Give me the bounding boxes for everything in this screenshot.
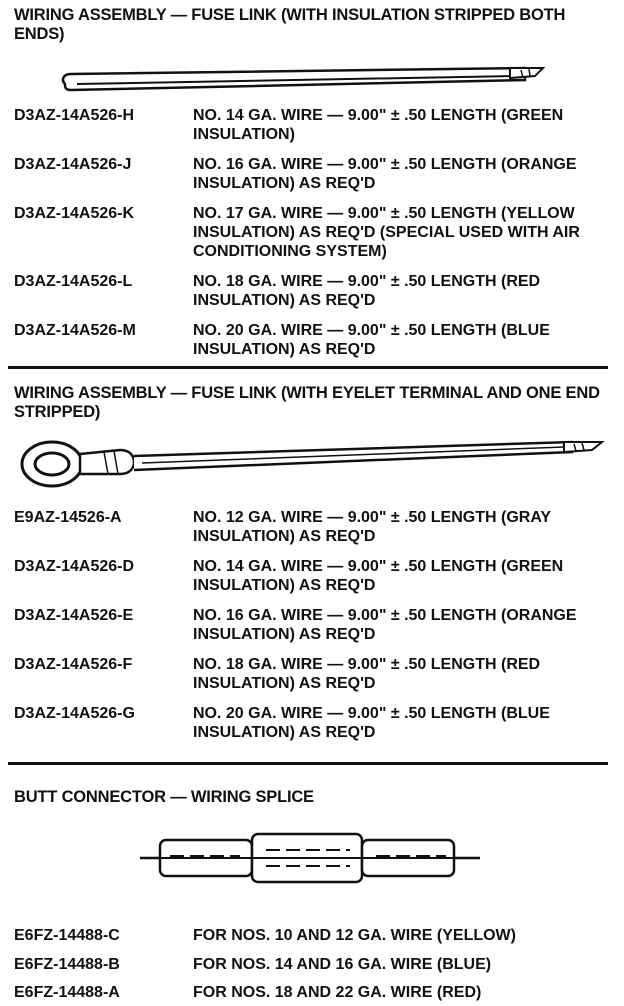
- part-description: FOR NOS. 18 AND 22 GA. WIRE (RED): [193, 984, 482, 1001]
- part-number: E6FZ-14488-A: [14, 984, 120, 1001]
- part-description: NO. 20 GA. WIRE — 9.00" ± .50 LENGTH (BLUE INSULATION) AS REQ'D: [193, 705, 550, 741]
- part-description: FOR NOS. 14 AND 16 GA. WIRE (BLUE): [193, 956, 492, 973]
- section-divider: [8, 762, 608, 765]
- butt-connector-illustration: [140, 826, 480, 890]
- wire-eyelet-terminal-illustration: [12, 430, 612, 494]
- section-title: WIRING ASSEMBLY — FUSE LINK (WITH EYELET TERMINAL AND ONE END STRIPPED): [14, 384, 600, 421]
- part-description: NO. 16 GA. WIRE — 9.00" ± .50 LENGTH (ORANGE INSULATION) AS REQ'D: [193, 156, 577, 192]
- part-number: D3AZ-14A526-F: [14, 656, 133, 673]
- part-number: D3AZ-14A526-K: [14, 205, 135, 222]
- part-description: NO. 17 GA. WIRE — 9.00" ± .50 LENGTH (YELLOW INSULATION) AS REQ'D (SPECIAL USED WITH AIR CONDITIONING SYSTEM): [193, 205, 580, 260]
- part-description: NO. 16 GA. WIRE — 9.00" ± .50 LENGTH (ORANGE INSULATION) AS REQ'D: [193, 607, 577, 643]
- part-description: NO. 12 GA. WIRE — 9.00" ± .50 LENGTH (GRAY INSULATION) AS REQ'D: [193, 509, 551, 545]
- part-description: NO. 18 GA. WIRE — 9.00" ± .50 LENGTH (RED INSULATION) AS REQ'D: [193, 656, 541, 692]
- section-title: BUTT CONNECTOR — WIRING SPLICE: [14, 788, 314, 806]
- part-number: D3AZ-14A526-H: [14, 107, 135, 124]
- part-description: NO. 18 GA. WIRE — 9.00" ± .50 LENGTH (RED INSULATION) AS REQ'D: [193, 273, 541, 309]
- part-number: D3AZ-14A526-E: [14, 607, 134, 624]
- part-number: D3AZ-14A526-M: [14, 322, 136, 339]
- part-description: NO. 14 GA. WIRE — 9.00" ± .50 LENGTH (GREEN INSULATION) AS REQ'D: [193, 558, 564, 594]
- part-number: D3AZ-14A526-L: [14, 273, 133, 290]
- part-number: E6FZ-14488-B: [14, 956, 120, 973]
- wire-stripped-both-ends-illustration: [55, 62, 555, 98]
- section-divider: [8, 366, 608, 369]
- part-description: NO. 14 GA. WIRE — 9.00" ± .50 LENGTH (GREEN INSULATION): [193, 107, 564, 143]
- part-description: FOR NOS. 10 AND 12 GA. WIRE (YELLOW): [193, 927, 516, 944]
- part-number: E6FZ-14488-C: [14, 927, 120, 944]
- part-number: D3AZ-14A526-D: [14, 558, 135, 575]
- part-number: D3AZ-14A526-G: [14, 705, 135, 722]
- part-description: NO. 20 GA. WIRE — 9.00" ± .50 LENGTH (BLUE INSULATION) AS REQ'D: [193, 322, 550, 358]
- section-title: WIRING ASSEMBLY — FUSE LINK (WITH INSULATION STRIPPED BOTH ENDS): [14, 6, 566, 43]
- part-number: D3AZ-14A526-J: [14, 156, 132, 173]
- part-number: E9AZ-14526-A: [14, 509, 122, 526]
